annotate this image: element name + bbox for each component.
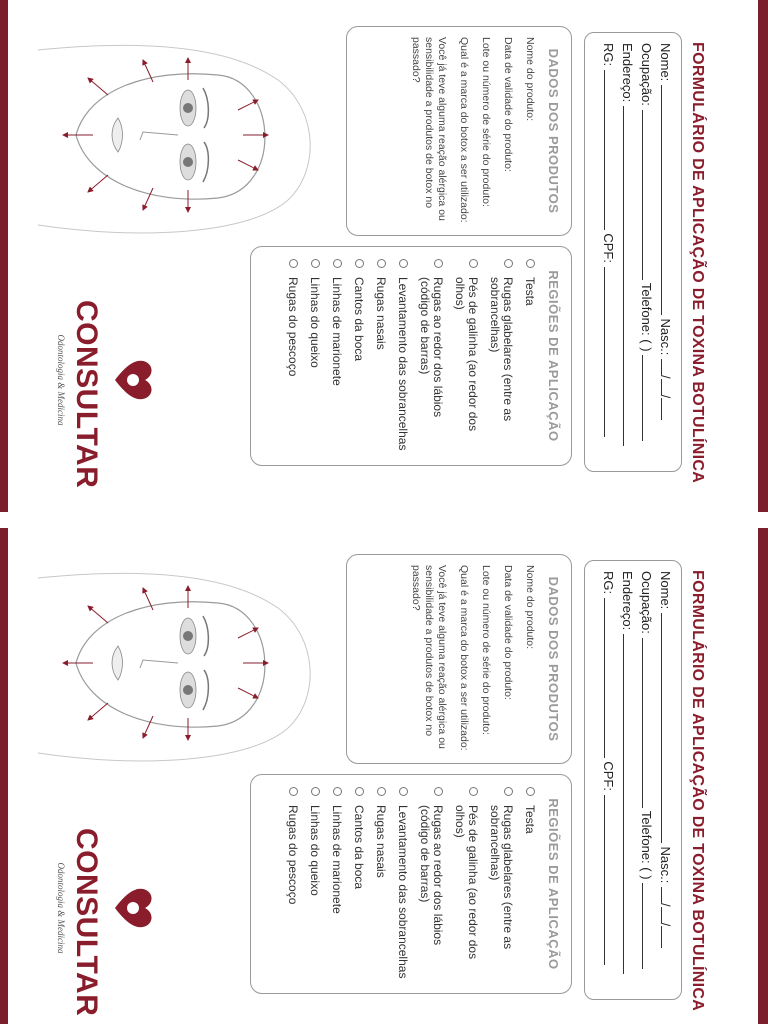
phone-field[interactable]	[642, 883, 655, 969]
rg-field[interactable]	[604, 598, 617, 758]
radio-icon[interactable]	[526, 259, 535, 268]
rg-label: RG:	[601, 571, 616, 595]
product-question: Lote ou número de série do produto:	[480, 565, 492, 735]
face-diagram	[18, 548, 338, 778]
address-field[interactable]	[623, 634, 636, 974]
region-label: Levantamento das sobrancelhas	[396, 277, 410, 451]
product-question: Data de validade do produto:	[502, 37, 514, 172]
phone-label: Telefone: ( )	[639, 282, 654, 352]
radio-icon[interactable]	[289, 787, 298, 796]
regions-title: REGIÕES DE APLICAÇÃO	[546, 798, 561, 970]
region-label: Rugas do pescoço	[286, 277, 300, 377]
occupation-row	[637, 43, 656, 461]
regions-box	[250, 246, 572, 466]
name-row	[656, 43, 675, 461]
product-question: Qual é a marca do botox a ser utilizado:	[458, 565, 470, 751]
region-label: Cantos da boca	[352, 805, 366, 890]
address-field[interactable]	[623, 106, 636, 446]
radio-icon[interactable]	[311, 259, 320, 268]
rg-label: RG:	[601, 43, 616, 67]
radio-icon[interactable]	[289, 259, 298, 268]
radio-icon[interactable]	[377, 259, 386, 268]
region-option[interactable]	[523, 259, 536, 453]
region-option[interactable]	[488, 787, 514, 981]
radio-icon[interactable]	[355, 259, 364, 268]
radio-icon[interactable]	[526, 787, 535, 796]
cpf-field[interactable]	[604, 267, 617, 437]
region-option[interactable]	[308, 259, 321, 453]
logo-name: CONSULTAR	[70, 828, 103, 1017]
product-question: Você já teve alguma reação alérgica ou sensibilidade a produtos de botox no passado?	[410, 565, 448, 749]
regions-list	[286, 787, 536, 981]
region-option[interactable]	[308, 787, 321, 981]
address-row	[618, 571, 637, 989]
region-label: Levantamento das sobrancelhas	[396, 805, 410, 979]
phone-field[interactable]	[642, 355, 655, 441]
consultar-logo	[53, 300, 163, 489]
radio-icon[interactable]	[434, 259, 443, 268]
region-option[interactable]	[286, 259, 299, 453]
birth-day-field[interactable]	[661, 887, 674, 903]
occupation-field[interactable]	[642, 110, 655, 280]
region-label: Rugas glabelares (entre as sobrancelhas)	[488, 805, 515, 950]
birth-sep-2: /	[658, 922, 673, 927]
consultar-logo	[53, 828, 163, 1017]
region-option[interactable]	[330, 787, 343, 981]
birth-year-field[interactable]	[661, 926, 674, 948]
birth-year-field[interactable]	[661, 398, 674, 420]
regions-box	[250, 774, 572, 994]
region-option[interactable]	[374, 787, 387, 981]
occupation-row	[637, 571, 656, 989]
product-question: Nome do produto:	[524, 37, 536, 122]
phone-label: Telefone: ( )	[639, 810, 654, 880]
region-label: Pés de galinha (ao redor dos olhos)	[453, 277, 480, 432]
address-label: Endereço:	[620, 571, 635, 631]
region-label: Rugas glabelares (entre as sobrancelhas)	[488, 277, 515, 422]
region-option[interactable]	[488, 259, 514, 453]
region-option[interactable]	[396, 787, 409, 981]
birth-month-field[interactable]	[661, 907, 674, 923]
region-label: Linhas do queixo	[308, 277, 322, 368]
region-label: Pés de galinha (ao redor dos olhos)	[453, 805, 480, 960]
form-title: FORMULÁRIO DE APLICAÇÃO DE TOXINA BOTULÍNICA	[689, 570, 706, 1012]
region-option[interactable]	[453, 259, 479, 453]
products-title: DADOS DOS PRODUTOS	[546, 576, 561, 742]
radio-icon[interactable]	[469, 259, 478, 268]
radio-icon[interactable]	[399, 787, 408, 796]
region-label: Testa	[523, 277, 537, 306]
products-box	[346, 554, 572, 764]
region-label: Rugas nasais	[374, 277, 388, 350]
radio-icon[interactable]	[377, 787, 386, 796]
rg-row	[599, 43, 618, 461]
region-option[interactable]	[374, 259, 387, 453]
region-option[interactable]	[286, 787, 299, 981]
product-question: Qual é a marca do botox a ser utilizado:	[458, 37, 470, 223]
face-diagram	[18, 20, 338, 250]
rotated-form	[0, 528, 768, 1024]
radio-icon[interactable]	[333, 259, 342, 268]
radio-icon[interactable]	[399, 259, 408, 268]
radio-icon[interactable]	[311, 787, 320, 796]
products-title: DADOS DOS PRODUTOS	[546, 48, 561, 214]
occupation-label: Ocupação:	[639, 571, 654, 634]
occupation-field[interactable]	[642, 638, 655, 808]
rg-row	[599, 571, 618, 989]
personal-info-box	[584, 32, 682, 472]
region-option[interactable]	[396, 259, 409, 453]
cpf-field[interactable]	[604, 795, 617, 965]
region-label: Rugas do pescoço	[286, 805, 300, 905]
product-question: Nome do produto:	[524, 565, 536, 650]
address-label: Endereço:	[620, 43, 635, 103]
region-label: Rugas ao redor dos lábios (código de barras)	[418, 805, 445, 946]
regions-list	[286, 259, 536, 453]
product-question: Lote ou número de série do produto:	[480, 37, 492, 207]
cpf-label: CPF:	[601, 761, 616, 791]
birth-sep-1: /	[658, 375, 673, 379]
form-title: FORMULÁRIO DE APLICAÇÃO DE TOXINA BOTULÍNICA	[689, 42, 706, 484]
heart-icon	[111, 886, 157, 930]
logo-subtitle: Odontologia & Medicina	[56, 862, 66, 954]
region-option[interactable]	[352, 259, 365, 453]
region-option[interactable]	[418, 787, 444, 981]
region-label: Rugas nasais	[374, 805, 388, 878]
birth-month-field[interactable]	[661, 379, 674, 395]
form-copy-bottom	[0, 512, 768, 1024]
region-label: Linhas de marionete	[330, 277, 344, 386]
region-option[interactable]	[330, 259, 343, 453]
address-row	[618, 43, 637, 461]
region-label: Linhas de marionete	[330, 805, 344, 914]
birth-label: Nasc.:	[658, 318, 673, 356]
region-option[interactable]	[453, 787, 479, 981]
product-question: Você já teve alguma reação alérgica ou sensibilidade a produtos de botox no passado?	[410, 37, 448, 221]
product-question: Data de validade do produto:	[502, 565, 514, 700]
radio-icon[interactable]	[469, 787, 478, 796]
region-label: Cantos da boca	[352, 277, 366, 362]
cpf-label: CPF:	[601, 233, 616, 263]
name-label: Nome:	[658, 43, 673, 82]
regions-title: REGIÕES DE APLICAÇÃO	[546, 270, 561, 442]
name-field[interactable]	[661, 613, 674, 843]
region-option[interactable]	[523, 787, 536, 981]
birth-sep-2: /	[658, 394, 673, 399]
occupation-label: Ocupação:	[639, 43, 654, 106]
birth-day-field[interactable]	[661, 359, 674, 375]
radio-icon[interactable]	[333, 787, 342, 796]
radio-icon[interactable]	[434, 787, 443, 796]
heart-icon	[111, 358, 157, 402]
region-label: Linhas do queixo	[308, 805, 322, 896]
products-box	[346, 26, 572, 236]
region-label: Rugas ao redor dos lábios (código de barras)	[418, 277, 445, 418]
rg-field[interactable]	[604, 70, 617, 230]
radio-icon[interactable]	[355, 787, 364, 796]
radio-icon[interactable]	[504, 787, 513, 796]
name-row	[656, 571, 675, 989]
personal-info-box	[584, 560, 682, 1000]
name-field[interactable]	[661, 85, 674, 315]
region-option[interactable]	[418, 259, 444, 453]
logo-name: CONSULTAR	[70, 300, 103, 489]
name-label: Nome:	[658, 571, 673, 610]
logo-subtitle: Odontologia & Medicina	[56, 334, 66, 426]
birth-sep-1: /	[658, 903, 673, 907]
region-label: Testa	[523, 805, 537, 834]
radio-icon[interactable]	[504, 259, 513, 268]
region-option[interactable]	[352, 787, 365, 981]
birth-label: Nasc.:	[658, 846, 673, 884]
